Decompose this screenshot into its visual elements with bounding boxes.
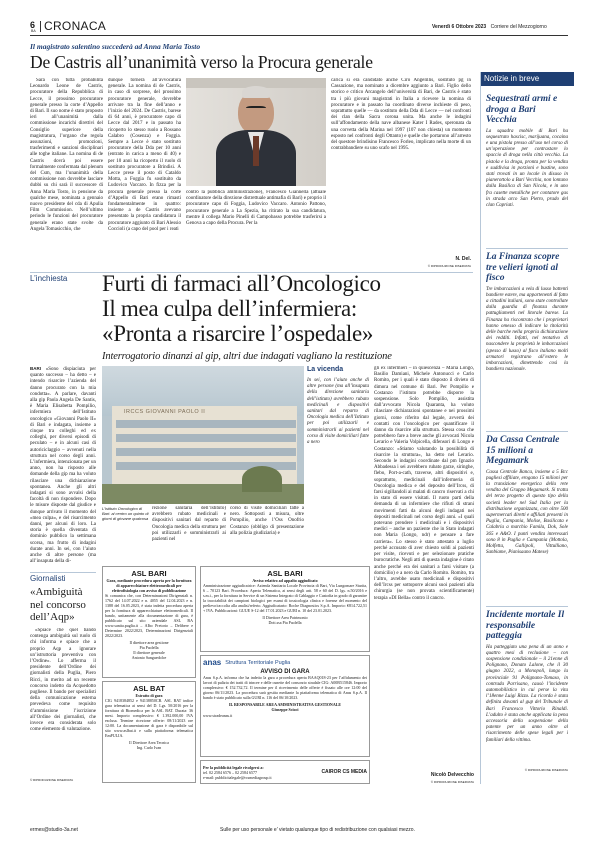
vicenda-text: In sei, con l’aiuto anche di altre persone (ma all’insaputa della direzione sanitaria dell’istituto) avrebbero rubato medicinali e dispositivi sanitari dal reparto di Oncologia medica dell’Istituto per poi utilizzarli e somministrarli ai pazienti nel corso di visite domiciliari fatte a nero [307,378,369,446]
news-item-headline: Da Cassa Centrale 15 milioni a Megamark [486,435,560,466]
inchiesta-headline-1: Furti di farmaci all’Oncologico [102,271,381,296]
ad-asl2-text: Amministrazione aggiudicatrice: Azienda Sanitaria Locale Provincia di Bari, Via Lungomare Starita, 6 – 70123 Bari. Procedura: Aperta Telematica, ai sensi degli artt. 58 e 60 del D. lgs. n.50/2016 e s.m.i., per la fornitura in Service di un Sistema Integrato di Cablaggio e Custodia in grado di garantire la tracciabilità dei campioni biologici per esami di tossicologia clinica e forense del momento del prelievo/raccolta alla analisi/referto. Aggiudicatario: Roche Diagnostics S.p.A. Importo: €814.722,51 + IVA. Pubblicazioni: GUUE S-12 del 17.01.2023 e GURI n. 10 del 23.01.2023. [203,583,367,613]
footer-notice: Sulle per uso personale e' vietato qualunque tipo di redistribuzione con qualsiasi mezzo. [220,827,415,833]
promo-line1: Per la pubblicità legale rivolgersi a: [203,764,264,770]
news-item-text: Ha patteggiato una pena di un anno e quattro mesi di reclusione – con sospensione condizionale – il 21enne di Polignano, Donato Lalone, che il 30 giugno 2022, a Monopoli, lungo la provinciale 91 Polignano-Tomaso, in contrada Parrisano, causò l’incidente automobilistico in cui perse la vita l’18enne Luigi Rizzo. La ricorda è stata definita davanti al gup del Tribunale di Bari Francesco Vittorio Rinaldi. L’adulto è stata anche applicata la pena accessoria della sospensione della patente per un anno oltre al risarcimento delle spese legali per i familiari della vittima. [486,644,568,743]
inchiesta-col1 [30,366,96,566]
header-masthead: Corriere del Mezzogiorno [490,24,547,30]
vicenda-box [307,366,369,564]
page-code: BA [31,29,36,33]
ad-asl1-signature: Il direttore area gestione Pia Paolella Il direttore generale Antonio Sanguedolce [129,640,169,660]
news-item [486,91,568,243]
news-item-headline: Sequestrati armi e droga a Bari Vecchia [486,94,558,125]
header-date: Venerdì 6 Ottobre 2023 [432,24,487,30]
anas-logo-icon: anas [203,658,222,667]
inchiesta-col4: corso di visite domiciliari fatte a nero. Sottoposti a misura, oltre Pompilio, anche l’Oss Onofrio Costanzo (obbligo di presentazione alla polizia giudiziaria) e [230,506,304,536]
inchiesta-col1-text: «Sono dispiaciuta per quanto successo – ha detto – e intendo risarcire l’azienda del danno procurato con la mia condotta». A parlare, davanti alla gip Paola Angela De Santis, è Maria Elisabetta Pompilio, infermiera dell’Istituto oncologico «Giovanni Paolo II» di Bari e indagata, insieme a cinque tra colleghi ed ex colleghi, per diversi episodi di peculato – e in alcuni casi di autoriciclaggio – avvenuti nella struttura nel corso degli anni. L’infermiera, intenzionata per un anno, non ha risposto alle domande della gip ma ha voluto rilasciare una dichiarazione spontanea. Anche gli altri indagati si sono avvalsi della facoltà di non rispondere. Dopo le misure disposte dal giudice e dunque arrivato il momento del «mea culpa», e del risarcimento danni, per alcuni di loro. La storia è quella diventata di dominio pubblico la settimana scorsa, ma frutto di indagini durate anni. In sei, con l’aiuto anche di altre persone (ma all’insaputa della di- [30,367,96,565]
ad-asl1-title: ASL BARI [131,569,167,578]
ad-anas-region: Struttura Territoriale Puglia [225,659,291,666]
page-header [30,18,568,36]
ad-asl1-text: Si comunica che, con Determinazioni Dirigenziali n. 1762 del 14.07.2022 e n. 4055 del 12.04.2023 e n. 1388 del 16.05.2023, è stata indetta procedura aperta per la fornitura di apparecchiature elettromedicali. Il bando, unitamente alla documentazione di gara, è pubblicato sul sito aziendale ASL BA www.sanita.puglia.it – Albo Pretorio – Delibere e Determine 2022/2023, Determinazioni Dirigenziali 2022/2023. [105,593,193,638]
inchiesta-col5: gli ex infermieri – in quiescenza – Maria Longo, Basilio Damiani, Michele Antonucci e Carlo Romito, per i quali è stato disposto il divieto di dimora nel comune di Bari. Per Pompilio e Costanzo l’istituto potrebbe disporre la sospensione. Solo Pompilio, assistita dall’avvocato Nicola Quaranta, ha voluto rilasciare dichiarazioni spontanee e nei prossimi giorni, come riferito dal legale, avverrà dei contatti con l’oncologico per quantificare il danno da risarcire alla struttura. Stessa cosa che potrebbero fare a breve anche gli avvocati Nicola Lerario e Valeria Volpicella, difensori di Longo e Costanzo: «Stiamo valutando la possibilità di risarcire la struttura», ha detto nel Lerario. Secondo le indagini coordinate dal pm Ignazio Abbadessa i sei avrebbero rubato garze, siringhe, flebo, Port-a-cath, traverse, altri dispositivi e, soprattutto, medicinali dall’infermeria di Oncologia medica e del deposito dell’Ircss, di farsi sigillandoli ai malati di cancro riservati a chi in stato di essere visitati. Il ruoto parti della demanda di un infermiere che rifiuti di strani movimenti fatti da alcuni degli indagati nei depositi medicinali nel corso degli anni. «I quali potevano prendere i medicinali e i dispositivi medici – anche un paziente che in Stato indagati non Maria (Longo, ndr) e pensare a fare carriera». Lo stesso è stato attestato a luglio perché accusato di aver chiesto soldi ai pazienti per visite, ricevuti e per selezionare pratiche burocratiche. Negli atti di questa indagine è citato anche perché era dei sanitari a farsi visitare (a domicilio) e a nero da Carlo Romito. Romito, tra l’altro, avrebbe usato medicinali e dispositivi dell’Ircss per sottoporre alcuni suoi pazienti alla chirurgia (se non provata scientificamente) terapia «DI Bella» contro il cancro. [374,366,474,601]
inchiesta-subhead: Interrogatorio dinanzi al gip, altri due indagati vagliano la restituzione [102,351,392,362]
inchiesta-copyright: © RIPRODUZIONE RISERVATA [430,780,474,784]
notizie-copyright: © RIPRODUZIONE RISERVATA [524,768,568,772]
section-divider [40,21,41,32]
ad-asl3-subtitle: Estratto di gara [135,693,163,698]
news-item-headline: La Finanza scopre tre velieri ignoti al fisco [486,252,560,283]
news-item-headline: Incidente mortale Il responsabile patteggia [486,610,565,641]
notizie-header-label: Notizie in breve [484,74,540,83]
top-story-col4: carica si era candidato anche Ciro Angelillis, sostituto pg in Cassazione, ma nominato a dicembre aggiunto a Bari. Figlio dello storico e critico Arcangelo dell’università di Bari, de Castris è stato tra i più giovani magistrati in Italia a ricevere la nomina di procuratore e in passato ha coordinato diverse inchieste di peso, soprattutto quelle — da sostituto della Dda di Lecce — nel confronti dei clan della Sacra corona unita. Ma anche le indagini sull’affondamento della nave albanese Kater I Rades, speronata da una corvetta della Marina nel 1997 (107 non chiesta) un momento esposto nel confronti degli Ottanto) e quelle che portarono all’arresto del questore brindisino Francesco Forleo, implicato nella morte di un contrabbandiere su uno scafo nel 1995. [331,78,471,152]
top-story-col2: dunque tornerà all’avvocatura generale. La nomina di de Castris, in caso di sorprese, del prossimo procuratore generale, dovrebbe arrivare tra la fine dell’anno e l’inizio del 2024. De Castris, barese di 64 anni, è procuratore capo di Lecce dal 2017 e in passato ha ricoperto lo stesso ruolo a Rossano Calabro (Cosenza) e Foggia. Sempre a Lecce è stato sostituto procuratore della Dda per 10 anni (entrato in carica a meno di 40) e per 10 anni ha ricoperto il ruolo di sostituto procuratore a Brindisi. A Lecce prese il posto di Cataldo Motta, a Foggia fu sostituito da Ludovico Vaccaro. In fizza per la procura generale presso la corte d’Appello di Bari erano rimasti fondamentalmente in quattro: insieme a de Castris avevano presentato la propria candidatura il procuratore aggiunto di Bari Alessio Coccioli (a capo del pool per i reati [108,78,181,232]
news-item-text: La squadra mobile di Bari ha sequestrato hascisc, marijuana, cocaina e una pistola presso all’uso nel corso di un’operazione per contrastare lo spaccio di droga nella città vecchia. La pistola e la droga, pronta per la vendita e suddivisa in porzioni e bustine, sono stati trovati in un locale in disuso in pianerottolo a Bari Vecchia, non lontano dalla Basilica di San Nicola, e in uno fra casette metalliche per contatore gas in strada arco San Pietro, prado del clan Capriati. [486,128,568,208]
ad-promo [200,760,370,784]
top-story-col3: contro la pubblica amministrazione), Francesco Giannella (attuale coordinatore della direzione distrettuale antimafia di Bari) e proprio il procuratore capo di Foggia, Ludovico Vaccaro. Antonio Pattono, procuratore generale a La Spezia, ha ritirato la sua candidatura, mentre il collega Mario Pinelli di Campobasso potrebbe trasferirsi a Genova a capo della Procura. Per la [186,190,326,227]
ad-anas-signature: IL RESPONSABILE AREA AMMINISTRATIVA GESTIONALE Giuseppe Scioci [228,702,342,712]
footer-email: ermes@studio-3a.net [30,827,78,833]
vicenda-title: La vicenda [307,366,344,373]
ad-asl2-subtitle: Avviso relativo ad appalto aggiudicato [252,578,318,583]
hospital-caption: L’Istituto Oncologico di Bari: al centro un quinto di giorni di giovane qualcosa [102,506,149,521]
inchiesta-lede-intro: BARI [30,366,41,371]
ad-anas [200,655,370,757]
inchiesta-headline-2: Il mea culpa dell’infermiera: [102,296,358,321]
news-item-text: Tre imbarcazioni a vela di lusso battenti bandiere estere, ma appartenenti di fatto a cittadini italiani, sono state controllate dalla guardia di finanza durante pattugliamenti nel litorale barese. La Finanza ha riscontrato che i proprietari hanno omesso di indicare la titolarità delle barche nella propria dichiarazione dei redditi. Infatti, nel tentativo di nascondere la proprietà le imbarcazioni (spesso di lusso) al fisco italiano molti armatori registrano all’estero le imbarcazioni, dimettendo così la bandiera nazionale. [486,286,568,373]
ad-asl2-signature: Il Direttore Area Patrimonio Dott.ssa Pia Paolella [262,615,308,625]
news-item [486,248,568,426]
news-item [486,606,568,766]
giornalisti-label: Giornalisti [30,574,66,583]
giornalisti-text: «Spiace che quel bando contenga ambiguità sul ruolo di chi informa e spiace che a proprio Aqp a ignorare un’istruttoria preventiva con l’Ordine». Lo afferma il presidente dell’Ordine dei giornalisti della Puglia, Piero Ricci, in merito ad un recente concorso indetto da Acquedotto pugliese. Il bando per specialisti della comunicazione esterna prevedeva come requisito d’ammissione l’iscrizione all’Ordine dei giornalisti, che invece era considerata solo come elemento di valutazione. [30,628,96,733]
top-story-copyright: © RIPRODUZIONE RISERVATA [427,264,471,268]
inchiesta-byline: Nicolò Delvecchio [430,772,474,778]
promo-brand: CAIROR CS MEDIA [321,769,367,775]
ad-asl-bari-2 [200,566,370,652]
ad-asl-bat [102,681,196,783]
top-story-kicker: Il magistrato salentino succederà ad Anna Maria Tosto [30,42,201,51]
notizie-column [480,72,568,784]
top-story-col1: Sarà con tutta probabilità Leonardo Leone de Castris, procuratore della Repubblica di Lecce, il prossimo procuratore generale presso la corte d’Appello di Bari. Il suo nome è stato proposto ieri all’unanimità dalla commissione incarichi direttivi del Consiglio superiore della magistratura, l’organo che regola assunzioni, promozioni, trasferimenti e sanzioni disciplinari alle toghe italiane. La nomina di de Castris dovrà poi essere formalmente confermata dal plenum del Csm, ma l’unanimità della commissione non dovrebbe lasciare dubbi su chi sarà il successore di Anna Maria Tosto, in pensione da qualche mese, nominata a gennaio nuovo presidente del cda di Apulia Film Commission. Nell’ultimo periodo le funzioni del procuratore generale erano state svolte da Angela Tomasicchio, che [30,78,103,232]
inchiesta-col3: rezione sanitaria dell’Istituto) avrebbero rubato medicinali e dispositivi sanitari dal reparto di Oncologia medica della struttura per poi utilizzarli e somministrarli ai pazienti nel [152,506,226,543]
ad-asl3-signature: Il Direttore Area Tecnica Ing. Carlo Ivan [129,740,169,750]
top-story-headline: De Castris all’unanimità verso la Procura generale [30,52,373,72]
section-title: CRONACA [44,19,107,33]
promo-line2: tel. 02 2584 6576 – 02 2584 6577 [203,769,257,775]
top-story-byline: N. Del. [455,256,471,262]
prosecutor-photo [186,78,326,186]
promo-line3: e-mail: pubblicitalegale@rcsmediagroup.it [203,774,272,780]
ad-anas-text: Anas S.p.A. informa che ha indetto la gara a procedura aperta BAAQ018-23 per l’affidamento dei lavori di pulizia dei tratti di trincee e delle cunette del consorzio stradale CIG: A00B515846. Importo complessivo: € 152.732,72. Il termine per il ricevimento delle offerte è fissato alle ore 12:00 del giorno 06/11/2023. La procedura sarà gestita mediante la piattaforma telematica di Anas S.p.A. Il bando è stato pubblicato sulla GURI n. 116 del 06/10/2023. [203,675,367,700]
ad-anas-site: www.stradeanas.it [203,713,233,718]
ad-anas-title: AVVISO DI GARA [260,669,310,675]
ad-asl-bari-1 [102,566,196,678]
giornalisti-headline: «Ambiguità nel concorso dell’Aqp» [30,586,86,623]
news-item [486,431,568,601]
inchiesta-label: L’inchiesta [30,274,68,283]
ad-asl3-title: ASL BAT [133,684,165,693]
page-number: 6 [30,20,36,30]
ad-asl3-text: CIG 9418384852 e 94138850CB. ASL BAT indice gara telematica ai sensi del D. Lgs. 50/2016 per la fornitura di Biomedica per la ASL BAT. Durata: 36 mesi. Importo complessivo: € 1.392.000,00 IVA esclusa. Termine ricezione offerte: 08/11/2023 ore 12:00. La documentazione di gara è disponibile sul sito www.aslbat.it e sulla piattaforma telematica EmPULIA. [105,698,193,738]
giornalisti-copyright: © RIPRODUZIONE RISERVATA [30,778,74,782]
news-item-text: Cassa Centrale Banca, insieme a 5 Bcc pugliesi affiliate, erogano 15 milioni per la transizione energetica della rete vendita del Gruppo Megamark. Si tratta del terzo progetto di questo tipo della società leader nel Sud Italia per la distribuzione organizzata, con oltre 500 supermercati diretti e affiliati presenti in Puglia, Campania, Molise, Basilicata e Calabria a marchio Famila, Dok, Sole 365 e A&O. I punti vendita interessati sono 8 in Puglia e Campania (Mottola, Molfetta, Gallipoli, Vittulliano, Sanbiame, Pianisaano Matese) [486,469,568,556]
hospital-photo: IRCCS GIOVANNI PAOLO II [102,366,304,504]
inchiesta-headline-3: «Pronta a risarcire l’ospedale» [102,321,374,346]
notizie-header [481,72,574,86]
ad-asl2-title: ASL BARI [267,569,303,578]
ad-asl1-subtitle: Gara, mediante procedura aperta per la fornitura di apparecchiature elettromedicali per elettrofisiologia con avviso di pubblicazione [106,578,192,593]
